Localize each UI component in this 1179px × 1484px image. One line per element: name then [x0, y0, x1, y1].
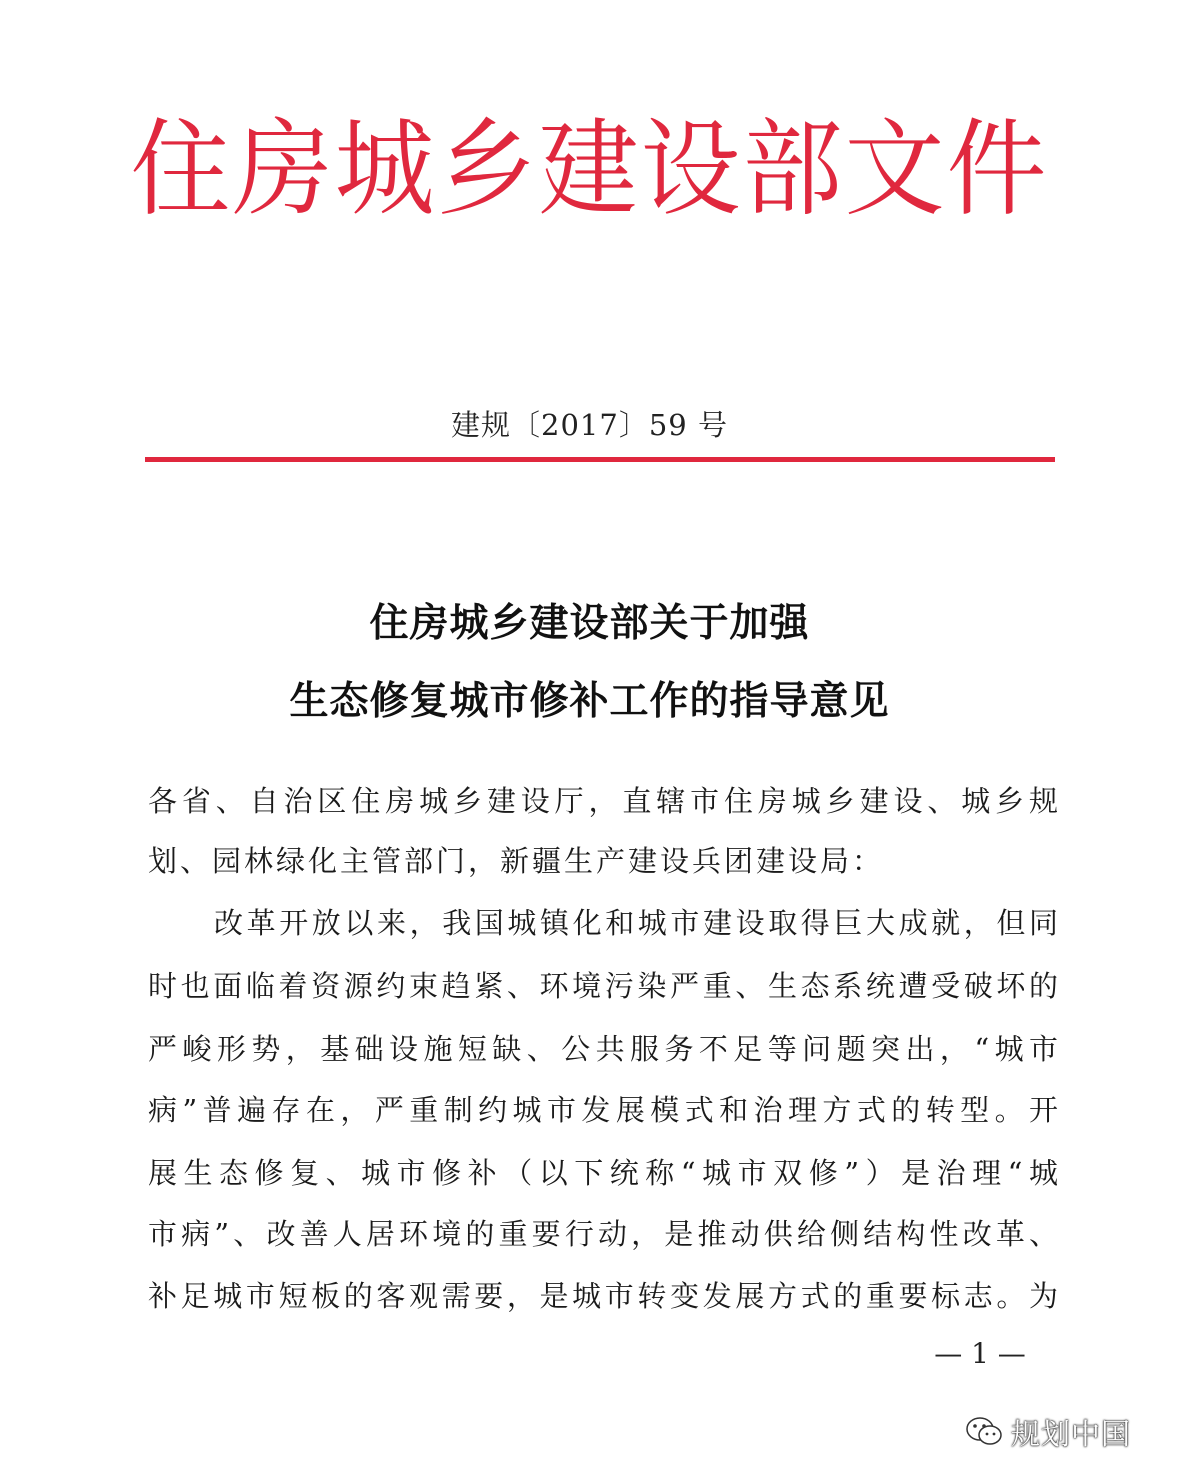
- document-title-line-1: 住房城乡建设部关于加强: [369, 601, 810, 646]
- body-line: 划、园林绿化主管部门，新疆生产建设兵团建设局：: [148, 844, 885, 878]
- body-line: 各省、自治区住房城乡建设厅，直辖市住房城乡建设、城乡规: [148, 784, 1058, 818]
- body-line: 市病”、改善人居环境的重要行动，是推动供给侧结构性改革、: [148, 1217, 1058, 1251]
- body-line: 改革开放以来，我国城镇化和城市建设取得巨大成就，但同: [214, 906, 1058, 940]
- red-divider: [145, 457, 1055, 462]
- issuer-title: 住房城乡建设部文件: [130, 108, 1049, 231]
- body-line: 展生态修复、城市修补（以下统称“城市双修”）是治理“城: [148, 1156, 1058, 1190]
- wechat-icon: [965, 1415, 1003, 1449]
- watermark: [965, 1412, 1131, 1452]
- page-number: — 1 —: [934, 1337, 1026, 1370]
- document-number: 建规〔2017〕59 号: [451, 408, 728, 442]
- body-line: 严峻形势，基础设施短缺、公共服务不足等问题突出，“城市: [148, 1032, 1058, 1066]
- body-line: 补足城市短板的客观需要，是城市转变发展方式的重要标志。为: [148, 1279, 1058, 1313]
- watermark-text: 规划中国: [1011, 1416, 1132, 1451]
- document-title-line-2: 生态修复城市修补工作的指导意见: [289, 679, 890, 724]
- body-line: 时也面临着资源约束趋紧、环境污染严重、生态系统遭受破坏的: [148, 969, 1058, 1003]
- body-line: 病”普遍存在，严重制约城市发展模式和治理方式的转型。开: [148, 1093, 1058, 1127]
